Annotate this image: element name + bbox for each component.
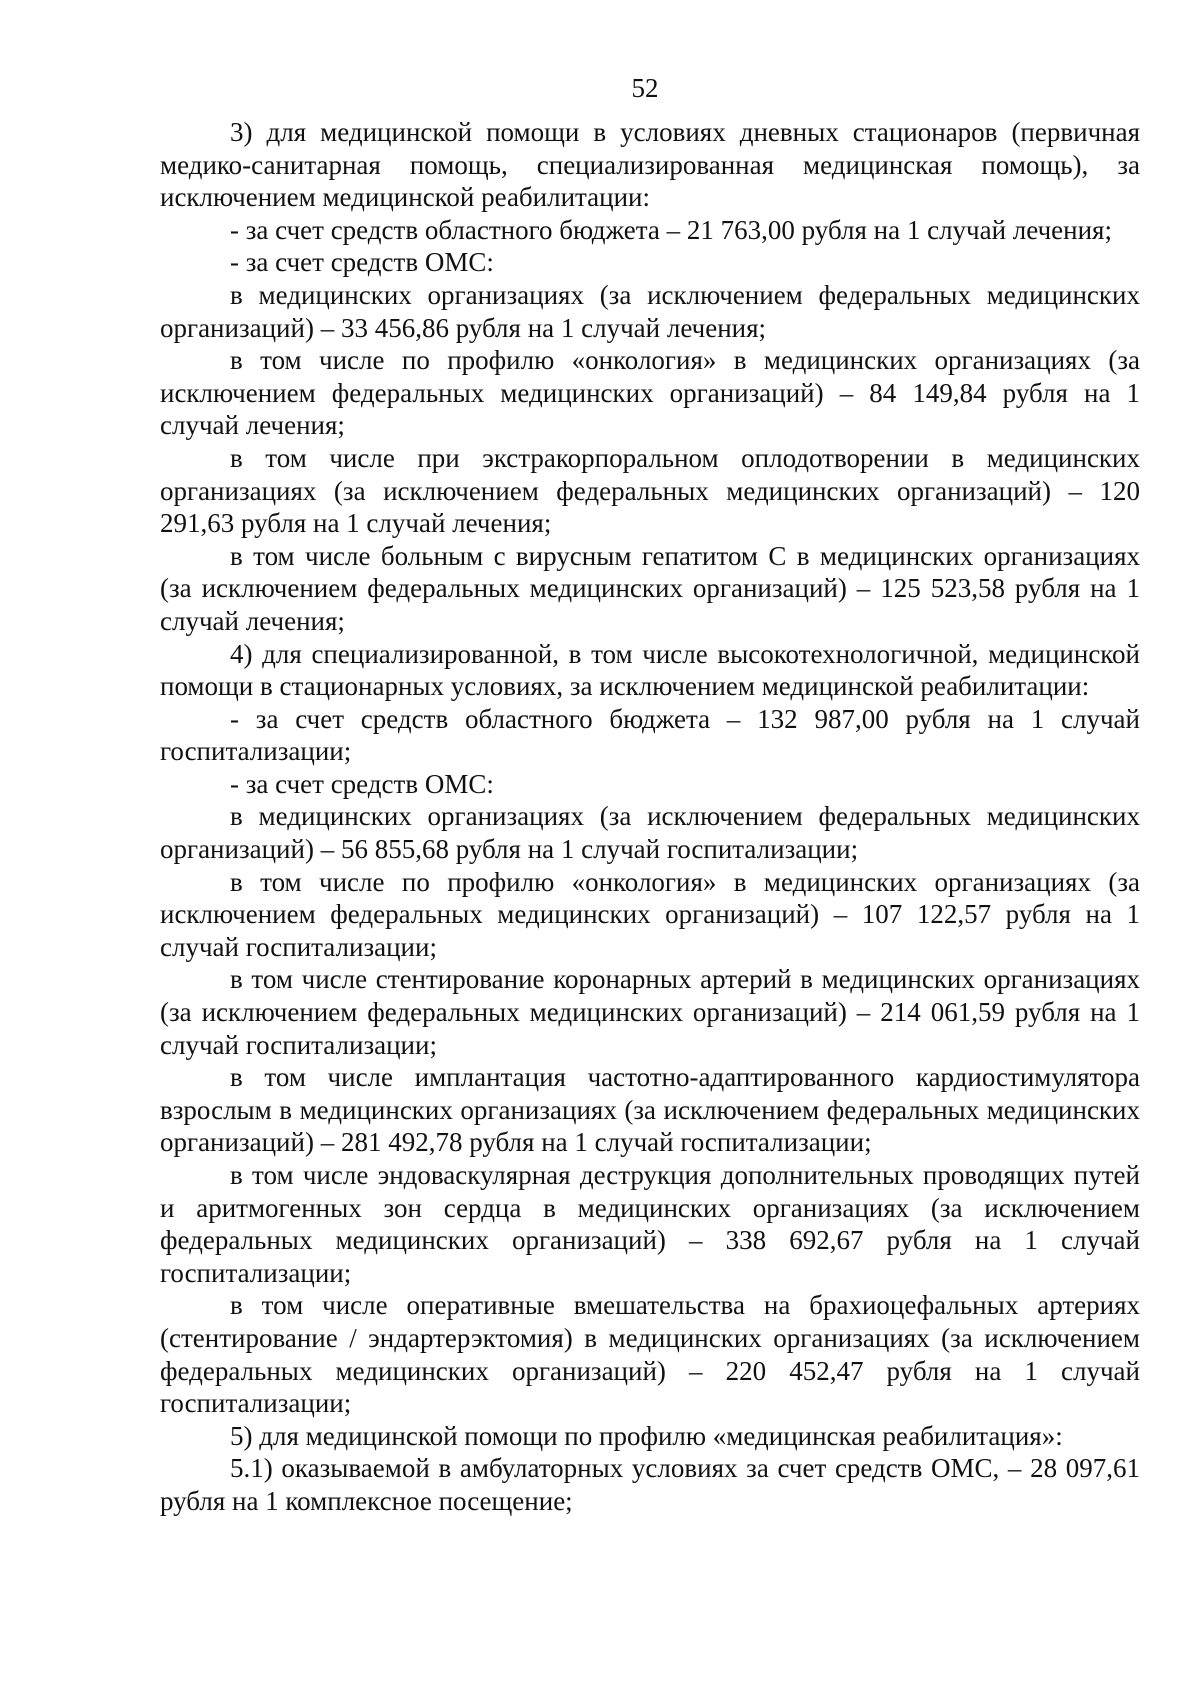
paragraph-hepatitis-c-treatment: в том числе больным с вирусным гепатитом С в медицинских организациях (за исключением федеральных медицинских организаций) – 125 523,58 рубля на 1 случай лечения; — [160, 540, 1140, 636]
paragraph-brachiocephalic-interventions: в том числе оперативные вмешательства на брахиоцефальных артериях (стентирование / эндартерэктомия) в медицинских организациях (за исключением федеральных медицинских организаций) – 220 452,47 рубля на 1 случай госпитализации; — [160, 1290, 1140, 1419]
paragraph-oncology-treatment: в том числе по профилю «онкология» в медицинских организациях (за исключением федеральных медицинских организаций) – 84 149,84 рубля на 1 случай лечения; — [160, 345, 1140, 441]
paragraph-day-hospital-intro: 3) для медицинской помощи в условиях дневных стационаров (первичная медико-санитарная помощь, специализированная медицинская помощь), за исключением медицинской реабилитации: — [160, 117, 1140, 213]
paragraph-oms-heading-2: - за счет средств ОМС: — [230, 768, 494, 799]
paragraph-medical-orgs-hospitalization: в медицинских организациях (за исключением федеральных медицинских организаций) – 56 855,68 рубля на 1 случай госпитализации; — [160, 801, 1140, 865]
paragraph-medical-orgs-treatment: в медицинских организациях (за исключением федеральных медицинских организаций) – 33 456,86 рубля на 1 случай лечения; — [160, 279, 1140, 343]
paragraph-coronary-stenting: в том числе стентирование коронарных артерий в медицинских организациях (за исключением федеральных медицинских организаций) – 214 061,59 рубля на 1 случай госпитализации; — [160, 964, 1140, 1060]
page-number: 52 — [631, 73, 659, 103]
paragraph-ivf-treatment: в том числе при экстракорпоральном оплодотворении в медицинских организациях (за исключением федеральных медицинских организаций) – 120 291,63 рубля на 1 случай лечения; — [160, 442, 1140, 539]
document-body — [160, 116, 1140, 1518]
paragraph-endovascular-destruction: в том числе эндоваскулярная деструкция дополнительных проводящих путей и аритмогенных зон сердца в медицинских организациях (за исключением федеральных медицинских организаций) – 338 692,67 рубля на 1 случай госпитализации; — [160, 1160, 1140, 1288]
paragraph-regional-budget-hospitalization: - за счет средств областного бюджета – 132 987,00 рубля на 1 случай госпитализации; — [160, 703, 1140, 767]
paragraph-pacemaker-implantation: в том числе имплантация частотно-адаптированного кардиостимулятора взрослым в медицинских организациях (за исключением федеральных медицинских организаций) – 281 492,78 рубля на 1 случай госпитализации; — [160, 1062, 1140, 1158]
paragraph-oncology-hospitalization: в том числе по профилю «онкология» в медицинских организациях (за исключением федеральных медицинских организаций) – 107 122,57 рубля на 1 случай госпитализации; — [160, 866, 1140, 962]
paragraph-specialized-care-intro: 4) для специализированной, в том числе высокотехнологичной, медицинской помощи в стационарных условиях, за исключением медицинской реабилитации: — [160, 638, 1140, 702]
paragraph-oms-heading: - за счет средств ОМС: — [230, 247, 494, 278]
paragraph-regional-budget-treatment: - за счет средств областного бюджета – 21 763,00 рубля на 1 случай лечения; — [230, 214, 1112, 245]
paragraph-outpatient-rehabilitation: 5.1) оказываемой в амбулаторных условиях за счет средств ОМС, – 28 097,61 рубля на 1 комплексное посещение; — [160, 1453, 1140, 1516]
paragraph-rehabilitation-intro: 5) для медицинской помощи по профилю «медицинская реабилитация»: — [230, 1420, 1063, 1451]
